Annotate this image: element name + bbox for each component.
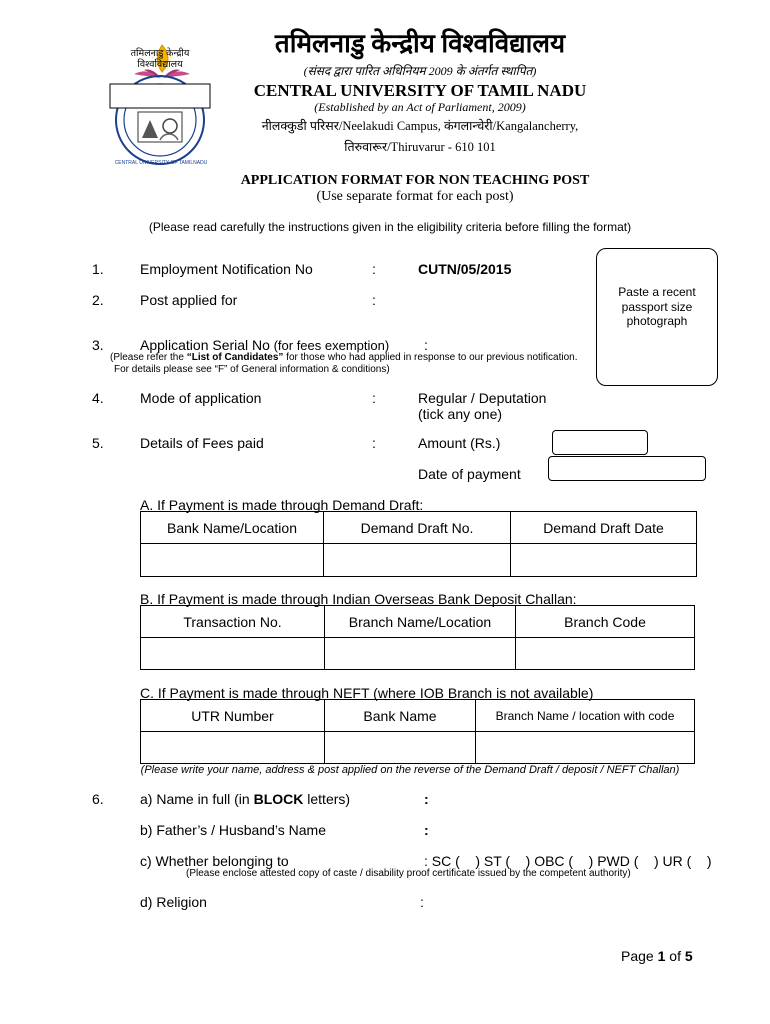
item2-number: 2. xyxy=(92,292,104,308)
logo-text-hindi-1: तमिलनाडु केन्द्रीय xyxy=(130,48,190,59)
date-label: Date of payment xyxy=(418,466,521,482)
neft-branch-field[interactable] xyxy=(476,732,695,764)
challan-code-field[interactable] xyxy=(516,638,695,670)
item6c-note: (Please enclose attested copy of caste / disability proof certificate issued by the competent authority) xyxy=(186,868,631,879)
photo-text-1: Paste a recent xyxy=(618,285,696,299)
subtitle-hindi: (संसद द्वारा पारित अधिनियम 2009 के अंतर्गत स्थापित) xyxy=(303,64,537,78)
mode-hint: (tick any one) xyxy=(418,406,503,422)
item3-number: 3. xyxy=(92,337,104,353)
post-applied-field[interactable] xyxy=(384,290,589,308)
payment-note: (Please write your name, address & post applied on the reverse of the Demand Draft / deposit / NEFT Challan) xyxy=(140,764,680,776)
father-name-field[interactable] xyxy=(436,820,706,838)
neft-header-utr: UTR Number xyxy=(141,700,325,732)
item6-number: 6. xyxy=(92,791,104,807)
challan-header-transaction: Transaction No. xyxy=(141,606,325,638)
neft-header-bank: Bank Name xyxy=(325,700,476,732)
dd-date-field[interactable] xyxy=(511,544,697,577)
challan-header-code: Branch Code xyxy=(516,606,695,638)
item6a-label: a) Name in full (in BLOCK letters) xyxy=(140,791,351,807)
item1-colon: : xyxy=(372,261,376,277)
item1-label: Employment Notification No xyxy=(140,261,313,277)
date-field[interactable] xyxy=(548,456,706,481)
established-text: (Established by an Act of Parliament, 2009) xyxy=(314,100,526,114)
demand-draft-table xyxy=(140,511,697,577)
item4-colon: : xyxy=(372,390,376,406)
neft-header-branch: Branch Name / location with code xyxy=(476,700,695,732)
address-line-1: नीलक्कुडी परिसर/Neelakudi Campus, कंगलान्चेरी/Kangalancherry, xyxy=(261,119,579,133)
page-number: Page 1 of 5 xyxy=(621,948,693,964)
category-options[interactable]: : SC ( ) ST ( ) OBC ( ) PWD ( ) UR ( ) xyxy=(424,853,712,869)
dd-header-number: Demand Draft No. xyxy=(324,512,511,544)
dd-header-date: Demand Draft Date xyxy=(511,512,697,544)
item3-label: Application Serial No xyxy=(140,337,270,353)
item6b-label: b) Father’s / Husband’s Name xyxy=(140,822,326,838)
photo-box[interactable] xyxy=(596,248,718,386)
item6d-label: d) Religion xyxy=(140,894,207,910)
item5-colon: : xyxy=(372,435,376,451)
form-subheading: (Use separate format for each post) xyxy=(316,189,514,204)
logo-text-hindi-2: विश्वविद्यालय xyxy=(137,59,183,70)
form-heading: APPLICATION FORMAT FOR NON TEACHING POST xyxy=(240,173,590,188)
item6b-colon: : xyxy=(424,822,429,838)
item3-note-1: (Please refer the “List of Candidates” for those who had applied in response to our previous notification. xyxy=(110,352,578,363)
item3-label-row xyxy=(140,337,389,353)
title-english: CENTRAL UNIVERSITY OF TAMIL NADU xyxy=(253,81,587,100)
title-hindi: तमिलनाडु केन्द्रीय विश्वविद्यालय xyxy=(274,29,566,58)
address-line-2: तिरुवारूर/Thiruvarur - 610 101 xyxy=(344,140,496,154)
item2-label: Post applied for xyxy=(140,292,238,308)
amount-field[interactable] xyxy=(552,430,648,455)
item4-number: 4. xyxy=(92,390,104,406)
item2-colon: : xyxy=(372,292,376,308)
item1-number: 1. xyxy=(92,261,104,277)
payment-b-title: B. If Payment is made through Indian Overseas Bank Deposit Challan: xyxy=(140,591,577,607)
item4-label: Mode of application xyxy=(140,390,262,406)
dd-bank-field[interactable] xyxy=(141,544,324,577)
religion-field[interactable] xyxy=(432,892,702,910)
neft-table xyxy=(140,699,695,764)
neft-utr-field[interactable] xyxy=(141,732,325,764)
dd-header-bank: Bank Name/Location xyxy=(141,512,324,544)
challan-transaction-field[interactable] xyxy=(141,638,325,670)
challan-branch-field[interactable] xyxy=(325,638,516,670)
amount-label: Amount (Rs.) xyxy=(418,435,501,451)
item5-label: Details of Fees paid xyxy=(140,435,264,451)
payment-c-title: C. If Payment is made through NEFT (where IOB Branch is not available) xyxy=(140,685,594,701)
photo-text-3: photograph xyxy=(626,314,688,328)
item5-number: 5. xyxy=(92,435,104,451)
item6c-label: c) Whether belonging to xyxy=(140,853,289,869)
instruction-text: (Please read carefully the instructions given in the eligibility criteria before filling the format) xyxy=(148,220,632,234)
challan-header-branch: Branch Name/Location xyxy=(325,606,516,638)
photo-text-2: passport size xyxy=(621,299,693,314)
item3-label-small: (for fees exemption) xyxy=(269,338,390,353)
serial-no-field[interactable] xyxy=(434,335,589,353)
item3-note-2: For details please see “F” of General information & conditions) xyxy=(114,364,390,375)
dd-number-field[interactable] xyxy=(324,544,511,577)
payment-a-title: A. If Payment is made through Demand Draft: xyxy=(140,497,424,513)
challan-table xyxy=(140,605,695,670)
neft-bank-field[interactable] xyxy=(325,732,476,764)
name-field[interactable] xyxy=(436,789,706,807)
logo-ring-text: CENTRAL UNIVERSITY OF TAMILNADU xyxy=(114,160,208,166)
item1-value: CUTN/05/2015 xyxy=(418,261,512,277)
item6a-colon: : xyxy=(424,791,429,807)
item3-colon: : xyxy=(424,337,428,353)
item6d-colon: : xyxy=(420,894,424,910)
mode-options[interactable]: Regular / Deputation xyxy=(418,390,547,406)
